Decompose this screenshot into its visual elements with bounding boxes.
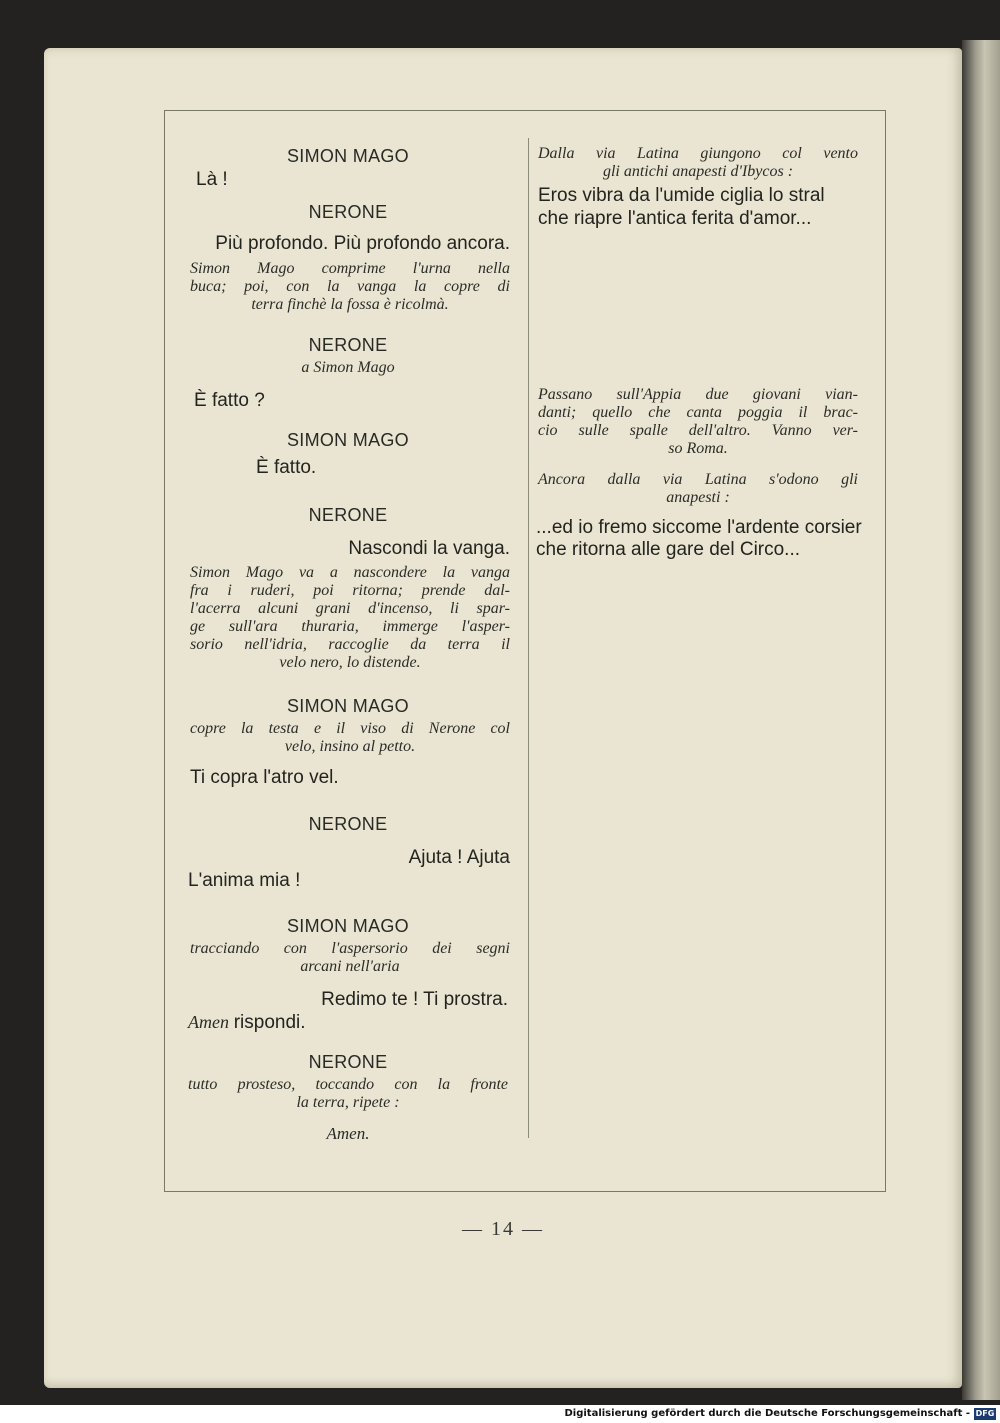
speaker-name: SIMON MAGO: [286, 916, 409, 936]
dialogue-line: Redimo te ! Ti prostra.: [321, 989, 508, 1010]
dialogue-line: È fatto ?: [194, 390, 265, 411]
stage-direction-line: sorio nell'idria, raccoglie da terra il: [190, 636, 510, 653]
stage-direction-line: velo nero, lo distende.: [279, 654, 421, 671]
dialogue-line: Là !: [196, 169, 228, 190]
stage-direction-line: Amen.: [326, 1124, 370, 1143]
stage-direction-line: Simon Mago comprime l'urna nella: [190, 260, 510, 277]
dialogue-line: Ajuta ! Ajuta: [408, 847, 510, 868]
dialogue-line: [188, 1012, 306, 1034]
dialogue-line: L'anima mia !: [188, 870, 301, 891]
stage-direction-line: Ancora dalla via Latina s'odono gli: [538, 471, 858, 488]
page-number: — 14 —: [462, 1218, 544, 1240]
speaker-name: NERONE: [308, 814, 388, 834]
speaker-name: SIMON MAGO: [286, 146, 409, 166]
dialogue-line: Più profondo. Più profondo ancora.: [215, 233, 510, 254]
verse-line: che ritorna alle gare del Circo...: [536, 539, 801, 560]
verse-line: ...ed io fremo siccome l'ardente corsier: [536, 517, 862, 538]
dialogue-line: È fatto.: [256, 457, 317, 478]
speaker-name: SIMON MAGO: [286, 696, 409, 716]
stage-direction-line: so Roma.: [668, 440, 728, 457]
verse-line: che riapre l'antica ferita d'amor...: [538, 208, 812, 229]
footer-credit: Digitalisierung gefördert durch die Deutsche Forschungsgemeinschaft -: [564, 1408, 970, 1419]
stage-direction-line: tutto prosteso, toccando con la fronte: [188, 1076, 508, 1093]
stage-direction-line: tracciando con l'aspersorio dei segni: [190, 940, 510, 957]
speaker-name: NERONE: [308, 335, 388, 355]
stage-direction-line: buca; poi, con la vanga la copre di: [190, 278, 510, 295]
dialogue-line: Ti copra l'atro vel.: [190, 767, 339, 788]
facing-page-edge: [962, 40, 1000, 1400]
book-page: [44, 48, 962, 1388]
stage-direction-line: fra i ruderi, poi ritorna; prende dal-: [190, 582, 510, 599]
speaker-name: NERONE: [308, 505, 388, 525]
stage-direction-line: ge sull'ara thuraria, immerge l'asper-: [190, 618, 510, 635]
stage-direction-line: danti; quello che canta poggia il brac-: [538, 404, 858, 421]
speaker-name: SIMON MAGO: [286, 430, 409, 450]
stage-direction-line: Dalla via Latina giungono col vento: [538, 145, 858, 162]
stage-direction-line: Simon Mago va a nascondere la vanga: [190, 564, 510, 581]
stage-direction-line: cio sulle spalle dell'altro. Vanno ver-: [538, 422, 858, 439]
stage-direction-line: Passano sull'Appia due giovani vian-: [538, 386, 858, 403]
stage-direction-line: terra finchè la fossa è ricolmà.: [251, 296, 449, 313]
dialogue-word: rispondi.: [233, 1012, 306, 1033]
stage-direction-line: gli antichi anapesti d'Ibycos :: [602, 163, 794, 180]
dfg-logo-icon: DFG: [975, 1409, 995, 1418]
stage-direction-line: arcani nell'aria: [300, 958, 400, 975]
footer-bar: [0, 1405, 1000, 1423]
column-divider: [528, 138, 529, 1138]
stage-direction-line: anapesti :: [666, 489, 730, 506]
stage-direction-line: l'acerra alcuni grani d'incenso, li spar-: [190, 600, 510, 617]
dialogue-line: Nascondi la vanga.: [348, 538, 510, 559]
speaker-name: NERONE: [308, 202, 388, 222]
speaker-name: NERONE: [308, 1052, 388, 1072]
stage-direction-line: velo, insino al petto.: [284, 738, 416, 755]
stage-direction-line: copre la testa e il viso di Nerone col: [190, 720, 510, 737]
stage-direction-line: a Simon Mago: [301, 359, 395, 376]
verse-line: Eros vibra da l'umide ciglia lo stral: [538, 185, 825, 206]
stage-direction-line: la terra, ripete :: [296, 1094, 400, 1111]
dialogue-italic-word: Amen: [188, 1012, 229, 1032]
